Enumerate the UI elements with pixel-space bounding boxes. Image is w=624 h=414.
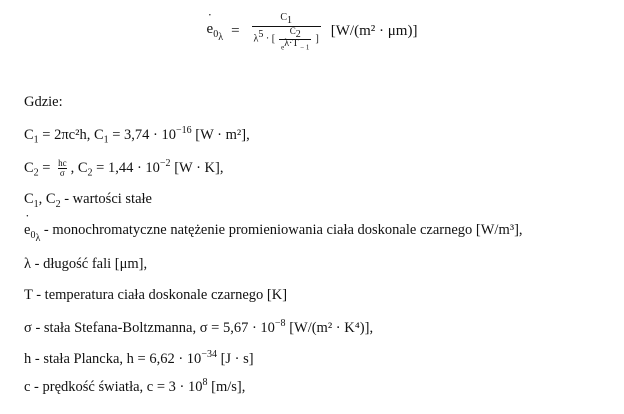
c2-definition: , C — [70, 159, 88, 176]
planck-formula — [0, 12, 624, 51]
formula-unit: [W/(m² · μm)] — [330, 23, 418, 40]
emission-description: - monochromatyczne natężenie promieniowania ciała doskonale czarnego [W/m³], — [40, 222, 523, 238]
sigma-exponent: −8 — [274, 318, 286, 329]
c1-symbol-sub: 1 — [33, 134, 39, 146]
emission-subsub: λ — [35, 232, 41, 244]
line-temperature: T - temperatura ciała doskonale czarnego [K] — [24, 287, 288, 303]
c2-definition-sub: 2 — [87, 167, 93, 179]
formula-inner-den — [279, 39, 311, 51]
formula-den-exp: 5 — [258, 29, 264, 41]
formula-lhs-subsub: λ — [218, 31, 224, 43]
c2-fraction — [56, 159, 69, 178]
c1-definition: = 2πc²h, C — [38, 126, 104, 143]
c2-exponent: −2 — [159, 158, 171, 169]
formula-num-c: C — [280, 12, 287, 23]
c12-c1: C — [24, 191, 34, 207]
formula-den-lambda: λ — [253, 33, 259, 45]
line-emission — [24, 220, 523, 249]
formula-denominator — [252, 26, 321, 51]
formula-inner-den-e: e — [281, 43, 285, 52]
formula-inner-den-exp: λ·T — [284, 37, 299, 49]
c2-frac-num: hc — [58, 158, 67, 168]
formula-den-dot: · — [265, 33, 270, 45]
formula-equals: = — [231, 23, 240, 40]
c2-equals: = — [38, 159, 55, 176]
planck-exponent: −34 — [201, 349, 217, 360]
gdzie-heading: Gdzie: — [24, 94, 63, 110]
formula-lhs — [207, 21, 224, 43]
c12-description: - wartości stałe — [60, 191, 152, 207]
line-c1 — [24, 121, 250, 151]
planck-value: h - stała Plancka, h = 6,62 · 10 — [24, 350, 202, 367]
formula-numerator — [278, 12, 294, 26]
formula-lhs-symbol: ˙ e — [207, 21, 214, 38]
formula-num-c-sub: 1 — [286, 15, 292, 26]
formula-main-fraction — [252, 12, 321, 51]
c1-exponent: −16 — [176, 125, 192, 136]
light-speed-exponent: 8 — [202, 377, 208, 388]
light-speed-unit: [m/s], — [207, 378, 246, 395]
c1-value: = 3,74 · 10 — [108, 126, 177, 143]
c12-c1-sub: 1 — [33, 198, 39, 210]
formula-inner-num-sub: 2 — [295, 28, 301, 40]
c12-c2-sub: 2 — [55, 198, 61, 210]
light-speed-value: c - prędkość światła, c = 3 · 10 — [24, 378, 203, 395]
sigma-unit: [W/(m² · K⁴)], — [285, 319, 374, 336]
c2-unit: [W · K], — [170, 159, 224, 176]
sigma-value: σ - stała Stefana-Boltzmanna, σ = 5,67 · 10 — [24, 319, 275, 336]
formula-den-bracket-open: [ — [271, 33, 276, 45]
line-planck — [24, 345, 254, 369]
formula-lhs-sub: 0 — [213, 28, 219, 40]
line-light-speed — [24, 373, 245, 397]
line-sigma — [24, 314, 373, 338]
c1-unit: [W · m²], — [191, 126, 250, 143]
formula-inner-fraction — [279, 27, 311, 51]
formula-den-bracket-close: ] — [315, 33, 319, 45]
c1-definition-sub: 1 — [103, 134, 109, 146]
c2-value: = 1,44 · 10 — [92, 159, 160, 176]
c2-symbol: C — [24, 159, 34, 176]
c12-c2: , C — [38, 191, 56, 207]
line-c2 — [24, 154, 223, 184]
c2-symbol-sub: 2 — [33, 167, 39, 179]
emission-symbol: ˙ e — [24, 220, 30, 240]
emission-sub: 0 — [30, 229, 36, 241]
formula-inner-den-minus: − 1 — [300, 43, 310, 52]
c1-symbol: C — [24, 126, 34, 143]
formula-inner-num-c: C — [289, 26, 296, 36]
planck-unit: [J · s] — [216, 350, 254, 367]
line-constants — [24, 189, 152, 215]
c2-frac-den: σ — [59, 168, 65, 178]
line-lambda: λ - długość fali [μm], — [24, 256, 148, 272]
